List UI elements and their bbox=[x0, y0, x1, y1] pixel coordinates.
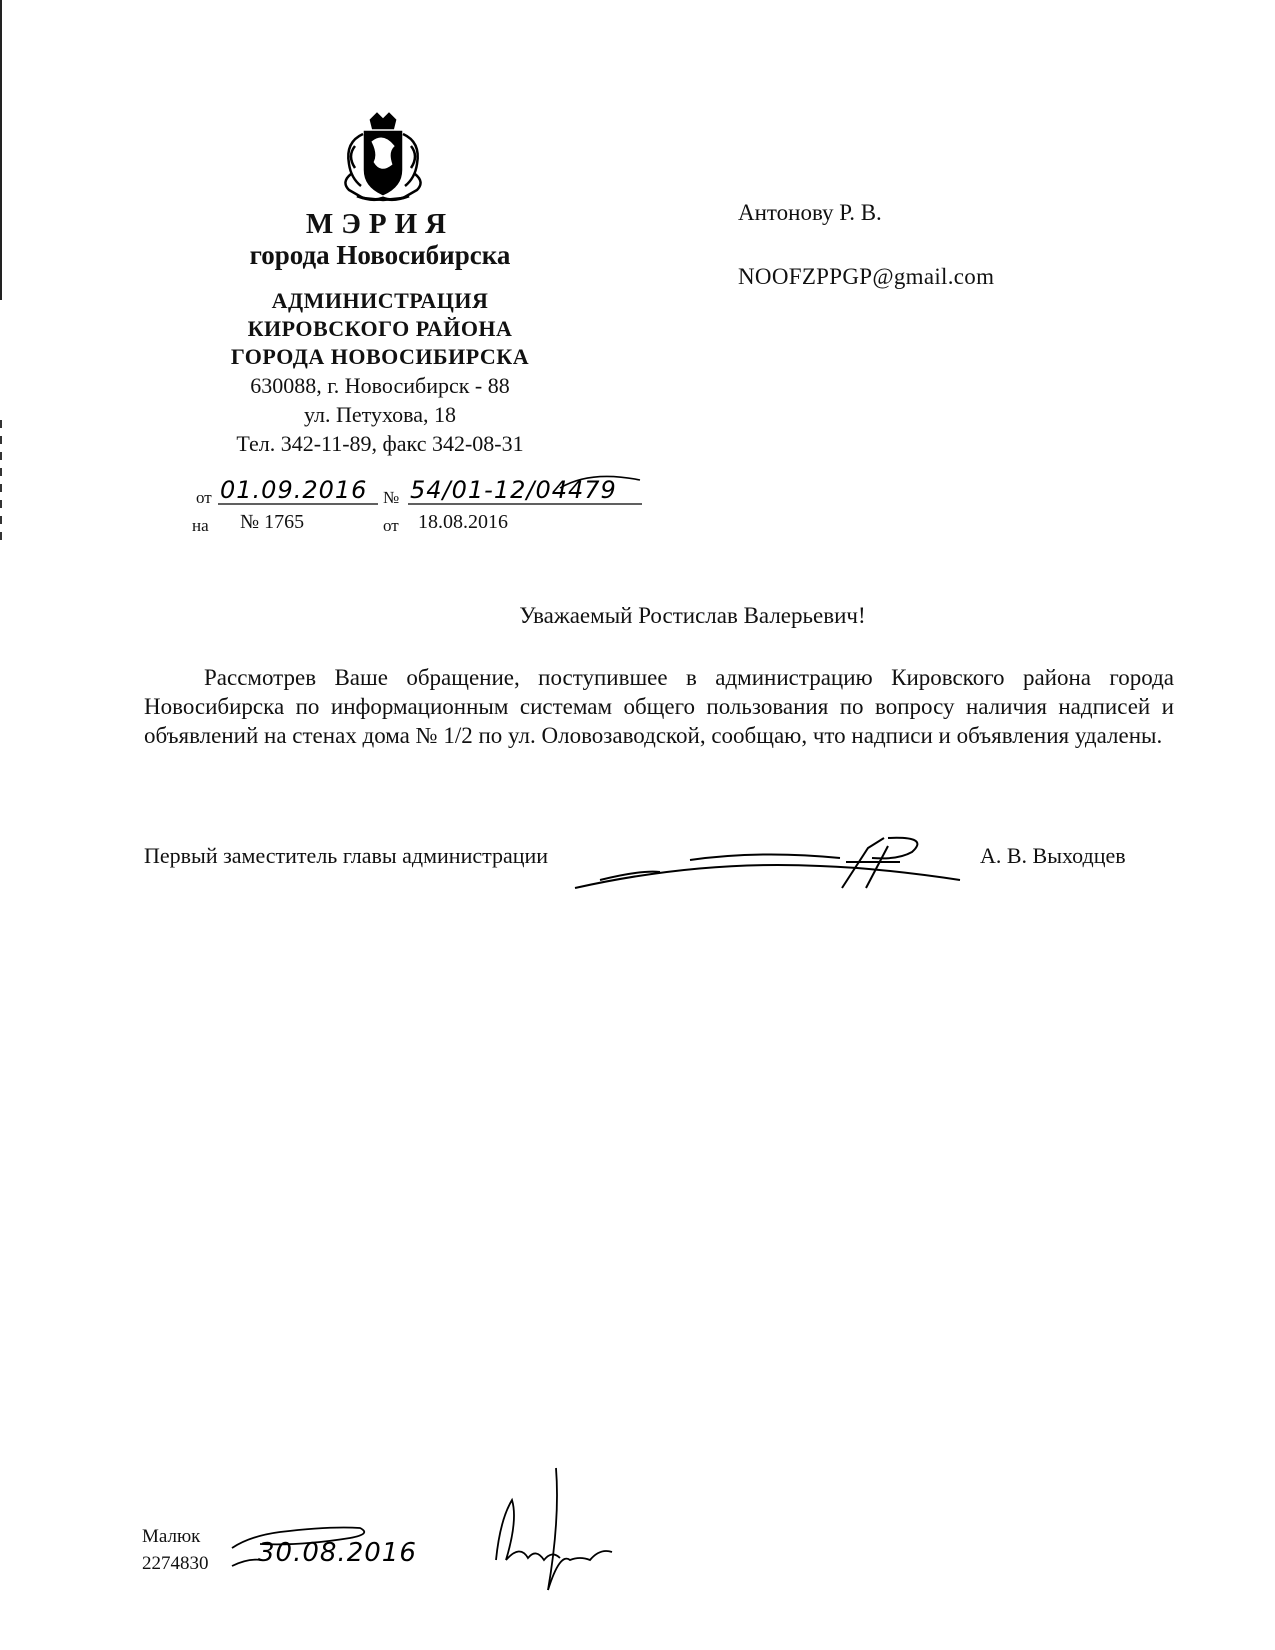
reply-number: № 1765 bbox=[240, 511, 305, 533]
reg-number-flourish bbox=[560, 476, 640, 488]
address-line: Тел. 342-11-89, факс 342-08-31 bbox=[236, 431, 524, 456]
recipient-email: NOOFZPPGP@gmail.com bbox=[738, 264, 995, 289]
address-line: 630088, г. Новосибирск - 88 bbox=[250, 373, 510, 398]
reg-number-label: № bbox=[383, 488, 400, 507]
reg-date-handwritten: 01.09.2016 bbox=[220, 476, 368, 504]
executor-signature bbox=[232, 1468, 612, 1590]
executor-date-handwritten: 30.08.2016 bbox=[258, 1538, 417, 1568]
main-signature bbox=[575, 838, 960, 888]
signer-position: Первый заместитель главы администрации bbox=[144, 843, 549, 868]
reply-label: на bbox=[192, 516, 209, 535]
letter-body: Рассмотрев Ваше обращение, поступившее в администрацию Кировского района города Новосибирска по информационным системам общего пользования по вопросу наличия надписей и объявлений на стенах дома № 1/2 по ул. Оловозаводской, сообщаю, что надписи и объявления удалены. bbox=[144, 665, 1174, 748]
letterhead-city: города Новосибирска bbox=[249, 240, 511, 270]
address-line: ул. Петухова, 18 bbox=[303, 402, 456, 427]
letterhead-title: МЭРИЯ bbox=[305, 208, 455, 240]
reg-number-handwritten: 54/01-12/04479 bbox=[410, 476, 617, 504]
reg-from-label: от bbox=[196, 488, 212, 507]
reply-date: 18.08.2016 bbox=[418, 511, 508, 533]
recipient-name: Антонову Р. В. bbox=[738, 200, 882, 225]
executor-phone: 2274830 bbox=[142, 1553, 209, 1574]
greeting: Уважаемый Ростислав Валерьевич! bbox=[519, 603, 866, 628]
executor-name: Малюк bbox=[142, 1526, 201, 1547]
administration-line: АДМИНИСТРАЦИЯ bbox=[271, 288, 489, 313]
administration-line: КИРОВСКОГО РАЙОНА bbox=[247, 316, 513, 341]
signer-name: А. В. Выходцев bbox=[980, 843, 1126, 868]
administration-line: ГОРОДА НОВОСИБИРСКА bbox=[230, 344, 530, 369]
reply-from-label: от bbox=[383, 516, 399, 535]
